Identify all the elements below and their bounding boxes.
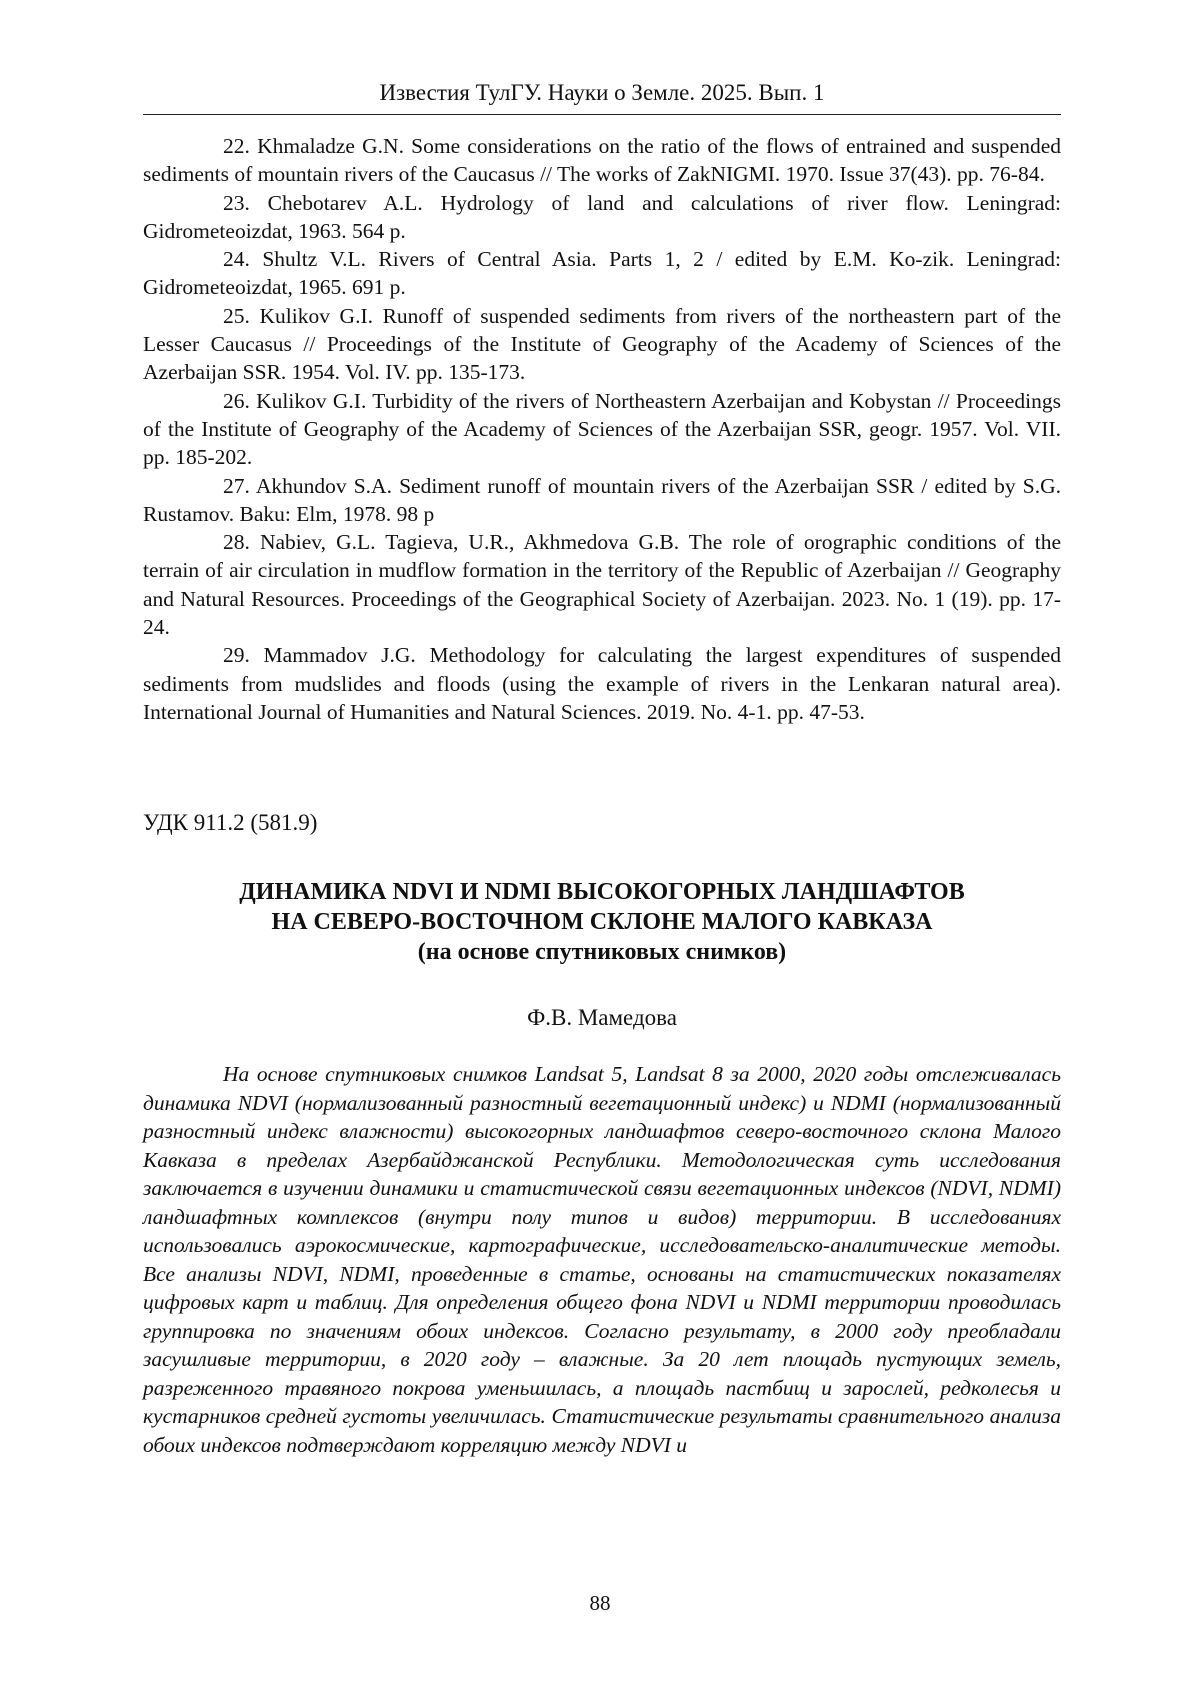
- reference-item-29: 29. Mammadov J.G. Methodology for calculating the largest expenditures of suspended sediments from mudslides and floods (using the example of rivers in the Lenkaran natural area). International Journal of Humanities and Natural Sciences. 2019. No. 4-1. pp. 47-53.: [143, 643, 1061, 724]
- reference-item-26: 26. Kulikov G.I. Turbidity of the rivers of Northeastern Azerbaijan and Kobystan // Proceedings of the Institute of Geography of the Academy of Sciences of the Azerbaijan SSR, geogr. 1957. Vol. VII. pp. 185-202.: [143, 388, 1061, 470]
- reference-item-27: 27. Akhundov S.A. Sediment runoff of mountain rivers of the Azerbaijan SSR / edited by S.G. Rustamov. Baku: Elm, 1978. 98 p: [143, 473, 1061, 526]
- udc-code: УДК 911.2 (581.9): [143, 810, 318, 836]
- running-head: Известия ТулГУ. Науки о Земле. 2025. Вып. 1: [143, 78, 1061, 115]
- article-title: [143, 877, 1061, 937]
- article-subtitle: (на основе спутниковых снимков): [417, 939, 787, 966]
- reference-item-28: 28. Nabiev, G.L. Tagieva, U.R., Akhmedova G.B. The role of orographic conditions of the terrain of air circulation in mudflow formation in the territory of the Republic of Azerbaijan // Geography and Natural Resources. Proceedings of the Geographical Society of Azerbaijan. 2023. No. 1 (19). pp. 17-24.: [143, 530, 1061, 640]
- reference-list: [143, 132, 1061, 726]
- article-title-line-2: НА СЕВЕРО-ВОСТОЧНОМ СКЛОНЕ МАЛОГО КАВКАЗА: [271, 909, 933, 936]
- reference-item-23: 23. Chebotarev A.L. Hydrology of land and calculations of river flow. Leningrad: Gidrometeoizdat, 1963. 564 p.: [143, 190, 1061, 243]
- author-name: Ф.В. Мамедова: [527, 1005, 677, 1031]
- abstract-paragraph: На основе спутниковых снимков Landsat 5, Landsat 8 за 2000, 2020 годы отслеживалась динамика NDVI (нормализованный разностный вегетационный индекс) и NDMI (нормализованный разностный индекс влажности) высокогорных ландшафтов северо-восточного склона Малого Кавказа в пределах Азербайджанской Республики. Методологическая суть исследования заключается в изучении динамики и статистической связи вегетационных индексов (NDVI, NDMI) ландшафтных комплексов (внутри полу типов и видов) территории. В исследованиях использовались аэрокосмические, картографические, исследовательско-аналитические методы. Все анализы NDVI, NDMI, проведенные в статье, основаны на статистических показателях цифровых карт и таблиц. Для определения общего фона NDVI и NDMI территории проводилась группировка по значениям обоих индексов. Согласно результату, в 2000 году преобладали засушливые территории, в 2020 году – влажные. За 20 лет площадь пустующих земель, разреженного травяного покрова уменьшилась, а площадь пастбищ и зарослей, редколесья и кустарников средней густоты увеличилась. Статистические результаты сравнительного анализа обоих индексов подтверждают корреляцию между NDVI и: [143, 1062, 1061, 1457]
- reference-item-25: 25. Kulikov G.I. Runoff of suspended sediments from rivers of the northeastern part of the Lesser Caucasus // Proceedings of the Institute of Geography of the Academy of Sciences of the Azerbaijan SSR. 1954. Vol. IV. pp. 135-173.: [143, 303, 1061, 385]
- reference-item-22: 22. Khmaladze G.N. Some considerations on the ratio of the flows of entrained and suspended sediments of mountain rivers of the Caucasus // The works of ZakNIGMI. 1970. Issue 37(43). pp. 76-84.: [143, 134, 1061, 187]
- reference-item-24: 24. Shultz V.L. Rivers of Central Asia. Parts 1, 2 / edited by E.M. Ko-zik. Leningrad: Gidrometeoizdat, 1965. 691 p.: [143, 247, 1061, 300]
- article-title-line-1: ДИНАМИКА NDVI И NDMI ВЫСОКОГОРНЫХ ЛАНДШАФТОВ: [239, 879, 965, 906]
- journal-page: [143, 78, 1061, 1481]
- page-number: 88: [589, 1591, 611, 1615]
